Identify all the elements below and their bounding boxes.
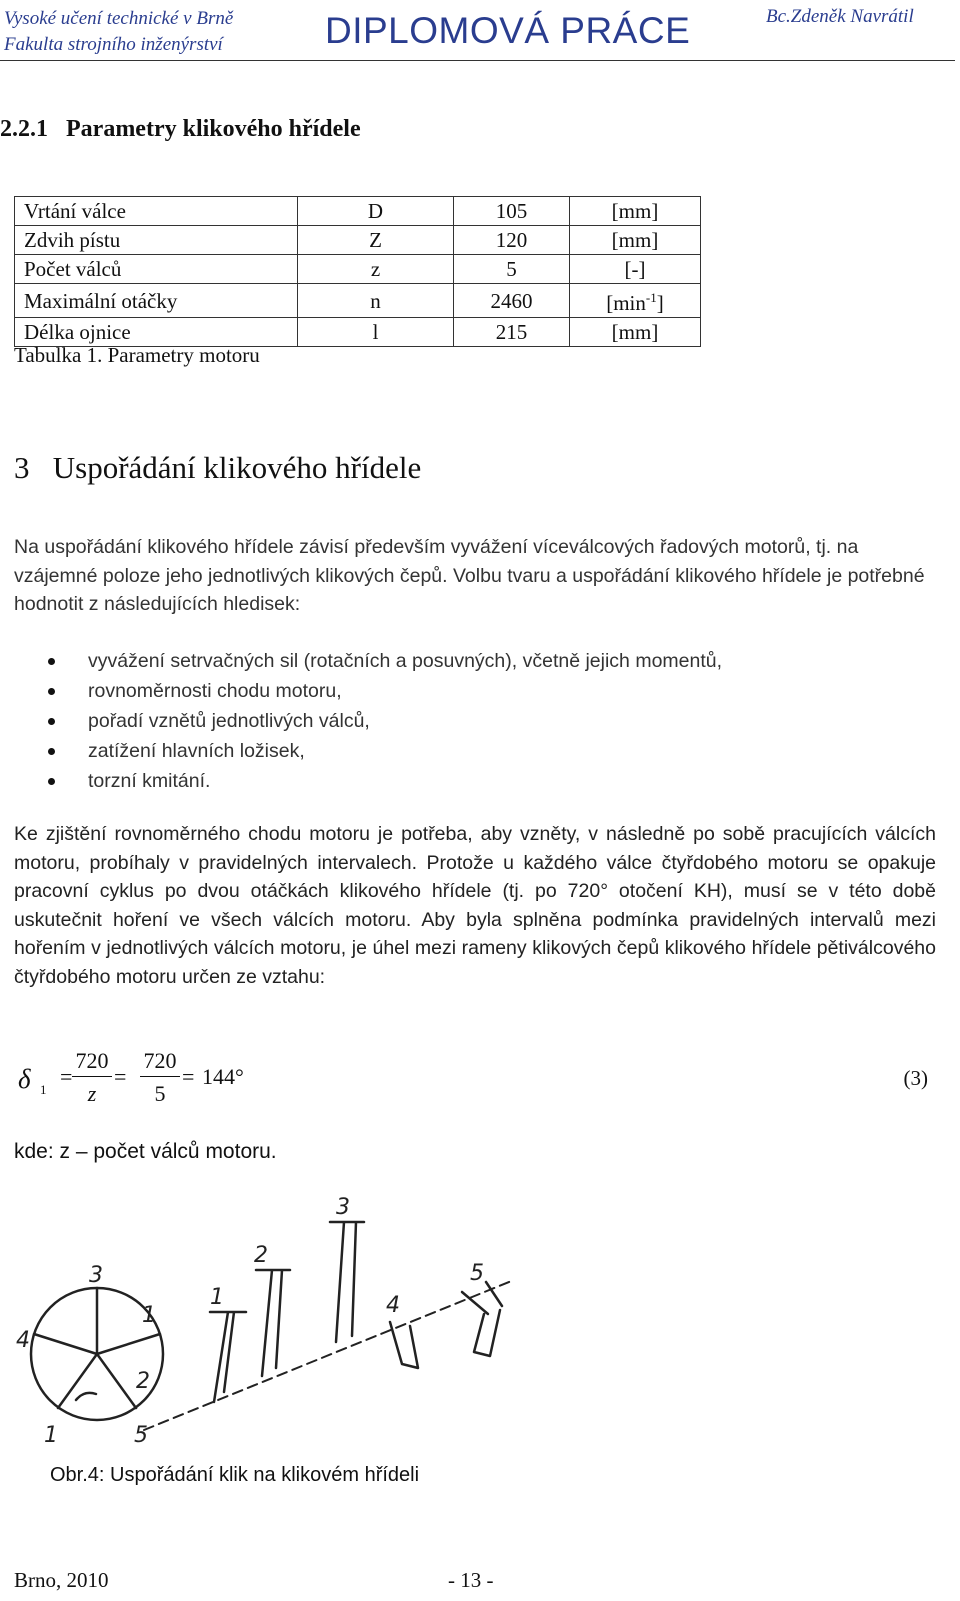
table-row [15, 255, 701, 284]
header-school [4, 6, 233, 58]
section-number: 2.2.1 [0, 116, 48, 142]
param-name: Délka ojnice [15, 318, 298, 347]
fraction [72, 1046, 112, 1111]
param-symbol: z [298, 255, 454, 284]
section-heading [0, 116, 361, 143]
figure-label: 3 [89, 1263, 103, 1288]
list-item: vyvážení setrvačných sil (rotačních a posuvných), včetně jejich momentů, [48, 646, 722, 676]
param-symbol: Z [298, 226, 454, 255]
body-paragraph: Ke zjištění rovnoměrného chodu motoru je potřeba, aby vzněty, v následně po sobě pracujících válcích motoru, probíhaly v pravidelných intervalech. Protože u každého válce čtyřdobého motoru se opakuje pracovní cyklus po dvou otáčkách klikového hřídele (tj. po 720° otočení KH), musí se v této době uskutečnit hoření ve všech válcích motoru. Aby byla splněna podmínka pravidelných intervalů mezi hořením v jednotlivých válcích motoru, je úhel mezi rameny klikových čepů klikového hřídele pětiválcového čtyřdobého motoru určen ze vztahu: [14, 823, 936, 988]
unit-exponent: -1 [645, 290, 657, 305]
table-row [15, 197, 701, 226]
list-item: rovnoměrnosti chodu motoru, [48, 676, 722, 706]
crank-throw [390, 1322, 418, 1368]
page-number: - 13 - [448, 1568, 494, 1592]
param-value: 120 [454, 226, 570, 255]
param-unit: [mm] [570, 226, 701, 255]
crank-arm [97, 1354, 136, 1408]
intro-paragraph: Na uspořádání klikového hřídele závisí především vyvážení víceválcových řadových motorů, tj. na vzájemné poloze jeho jednotlivých klikových čepů. Volbu tvaru a uspořádání klikového hřídele je potřebné hodnotit z následujících hledisek: [14, 536, 925, 615]
chapter-number: 3 [14, 450, 30, 485]
figure-label: 5 [470, 1261, 484, 1286]
equals-sign: = [60, 1064, 73, 1089]
header-title: DIPLOMOVÁ PRÁCE [325, 10, 691, 51]
param-value: 5 [454, 255, 570, 284]
table-row [15, 284, 701, 318]
figure-label: 2 [254, 1243, 268, 1268]
param-value: 2460 [454, 284, 570, 318]
equation-lhs: δ [18, 1064, 31, 1094]
figure-label: 4 [386, 1293, 400, 1318]
unit-end: ] [656, 291, 664, 315]
list-item: torzní kmitání. [48, 766, 722, 796]
equation-result: 144° [202, 1064, 244, 1089]
criteria-list [48, 646, 722, 796]
equation-number: (3) [903, 1066, 928, 1090]
crank-arrangement-figure [14, 1192, 544, 1454]
header-divider [0, 60, 955, 61]
header-author: Bc.Zdeněk Navrátil [766, 6, 914, 27]
table-row [15, 226, 701, 255]
footer-location-year: Brno, 2010 [14, 1568, 109, 1592]
fraction-denominator: z [87, 1081, 97, 1106]
fraction-numerator: 720 [143, 1048, 177, 1073]
parameters-table [14, 196, 701, 347]
figure-label: 1 [210, 1285, 224, 1310]
crank-throw [210, 1312, 246, 1402]
figure-label: 1 [142, 1303, 156, 1328]
equals-sign: = [182, 1064, 195, 1089]
figure-caption: Obr.4: Uspořádání klik na klikovém hřídeli [50, 1464, 420, 1486]
chapter-heading [14, 450, 421, 486]
header-school-line1: Vysoké učení technické v Brně [4, 8, 234, 29]
equation [14, 1046, 944, 1116]
param-unit [570, 284, 701, 318]
list-item: pořadí vznětů jednotlivých válců, [48, 706, 722, 736]
table-caption: Tabulka 1. Parametry motoru [14, 343, 260, 367]
fraction-numerator: 720 [75, 1048, 109, 1073]
param-value: 215 [454, 318, 570, 347]
list-item: zatížení hlavních ložisek, [48, 736, 722, 766]
rotation-arrow [76, 1393, 96, 1400]
param-value: 105 [454, 197, 570, 226]
param-symbol: D [298, 197, 454, 226]
equation-lhs-subscript: 1 [40, 1082, 47, 1097]
crank-throw [330, 1222, 364, 1342]
header-school-line2: Fakulta strojního inženýrství [4, 34, 223, 55]
figure-label: 1 [44, 1423, 58, 1448]
param-name: Počet válců [15, 255, 298, 284]
unit-main: [min [606, 291, 646, 315]
param-name: Maximální otáčky [15, 284, 298, 318]
param-name: Vrtání válce [15, 197, 298, 226]
figure-label: 2 [136, 1369, 150, 1394]
crank-throw [256, 1270, 290, 1376]
where-line: kde: z – počet válců motoru. [14, 1140, 277, 1163]
figure-label: 4 [16, 1328, 30, 1353]
crank-throw [462, 1282, 502, 1356]
figure-label: 3 [336, 1195, 350, 1220]
param-unit: [mm] [570, 197, 701, 226]
param-symbol: n [298, 284, 454, 318]
figure-label: 5 [134, 1423, 148, 1448]
param-name: Zdvih pístu [15, 226, 298, 255]
param-symbol: l [298, 318, 454, 347]
equals-sign: = [114, 1064, 127, 1089]
fraction [140, 1046, 180, 1111]
shaft-axis [144, 1280, 514, 1430]
crank-arm [34, 1334, 97, 1354]
param-unit: [-] [570, 255, 701, 284]
crank-arm [97, 1334, 160, 1354]
param-unit: [mm] [570, 318, 701, 347]
fraction-denominator: 5 [154, 1081, 166, 1106]
section-title: Parametry klikového hřídele [66, 116, 361, 142]
chapter-title: Uspořádání klikového hřídele [52, 450, 422, 485]
